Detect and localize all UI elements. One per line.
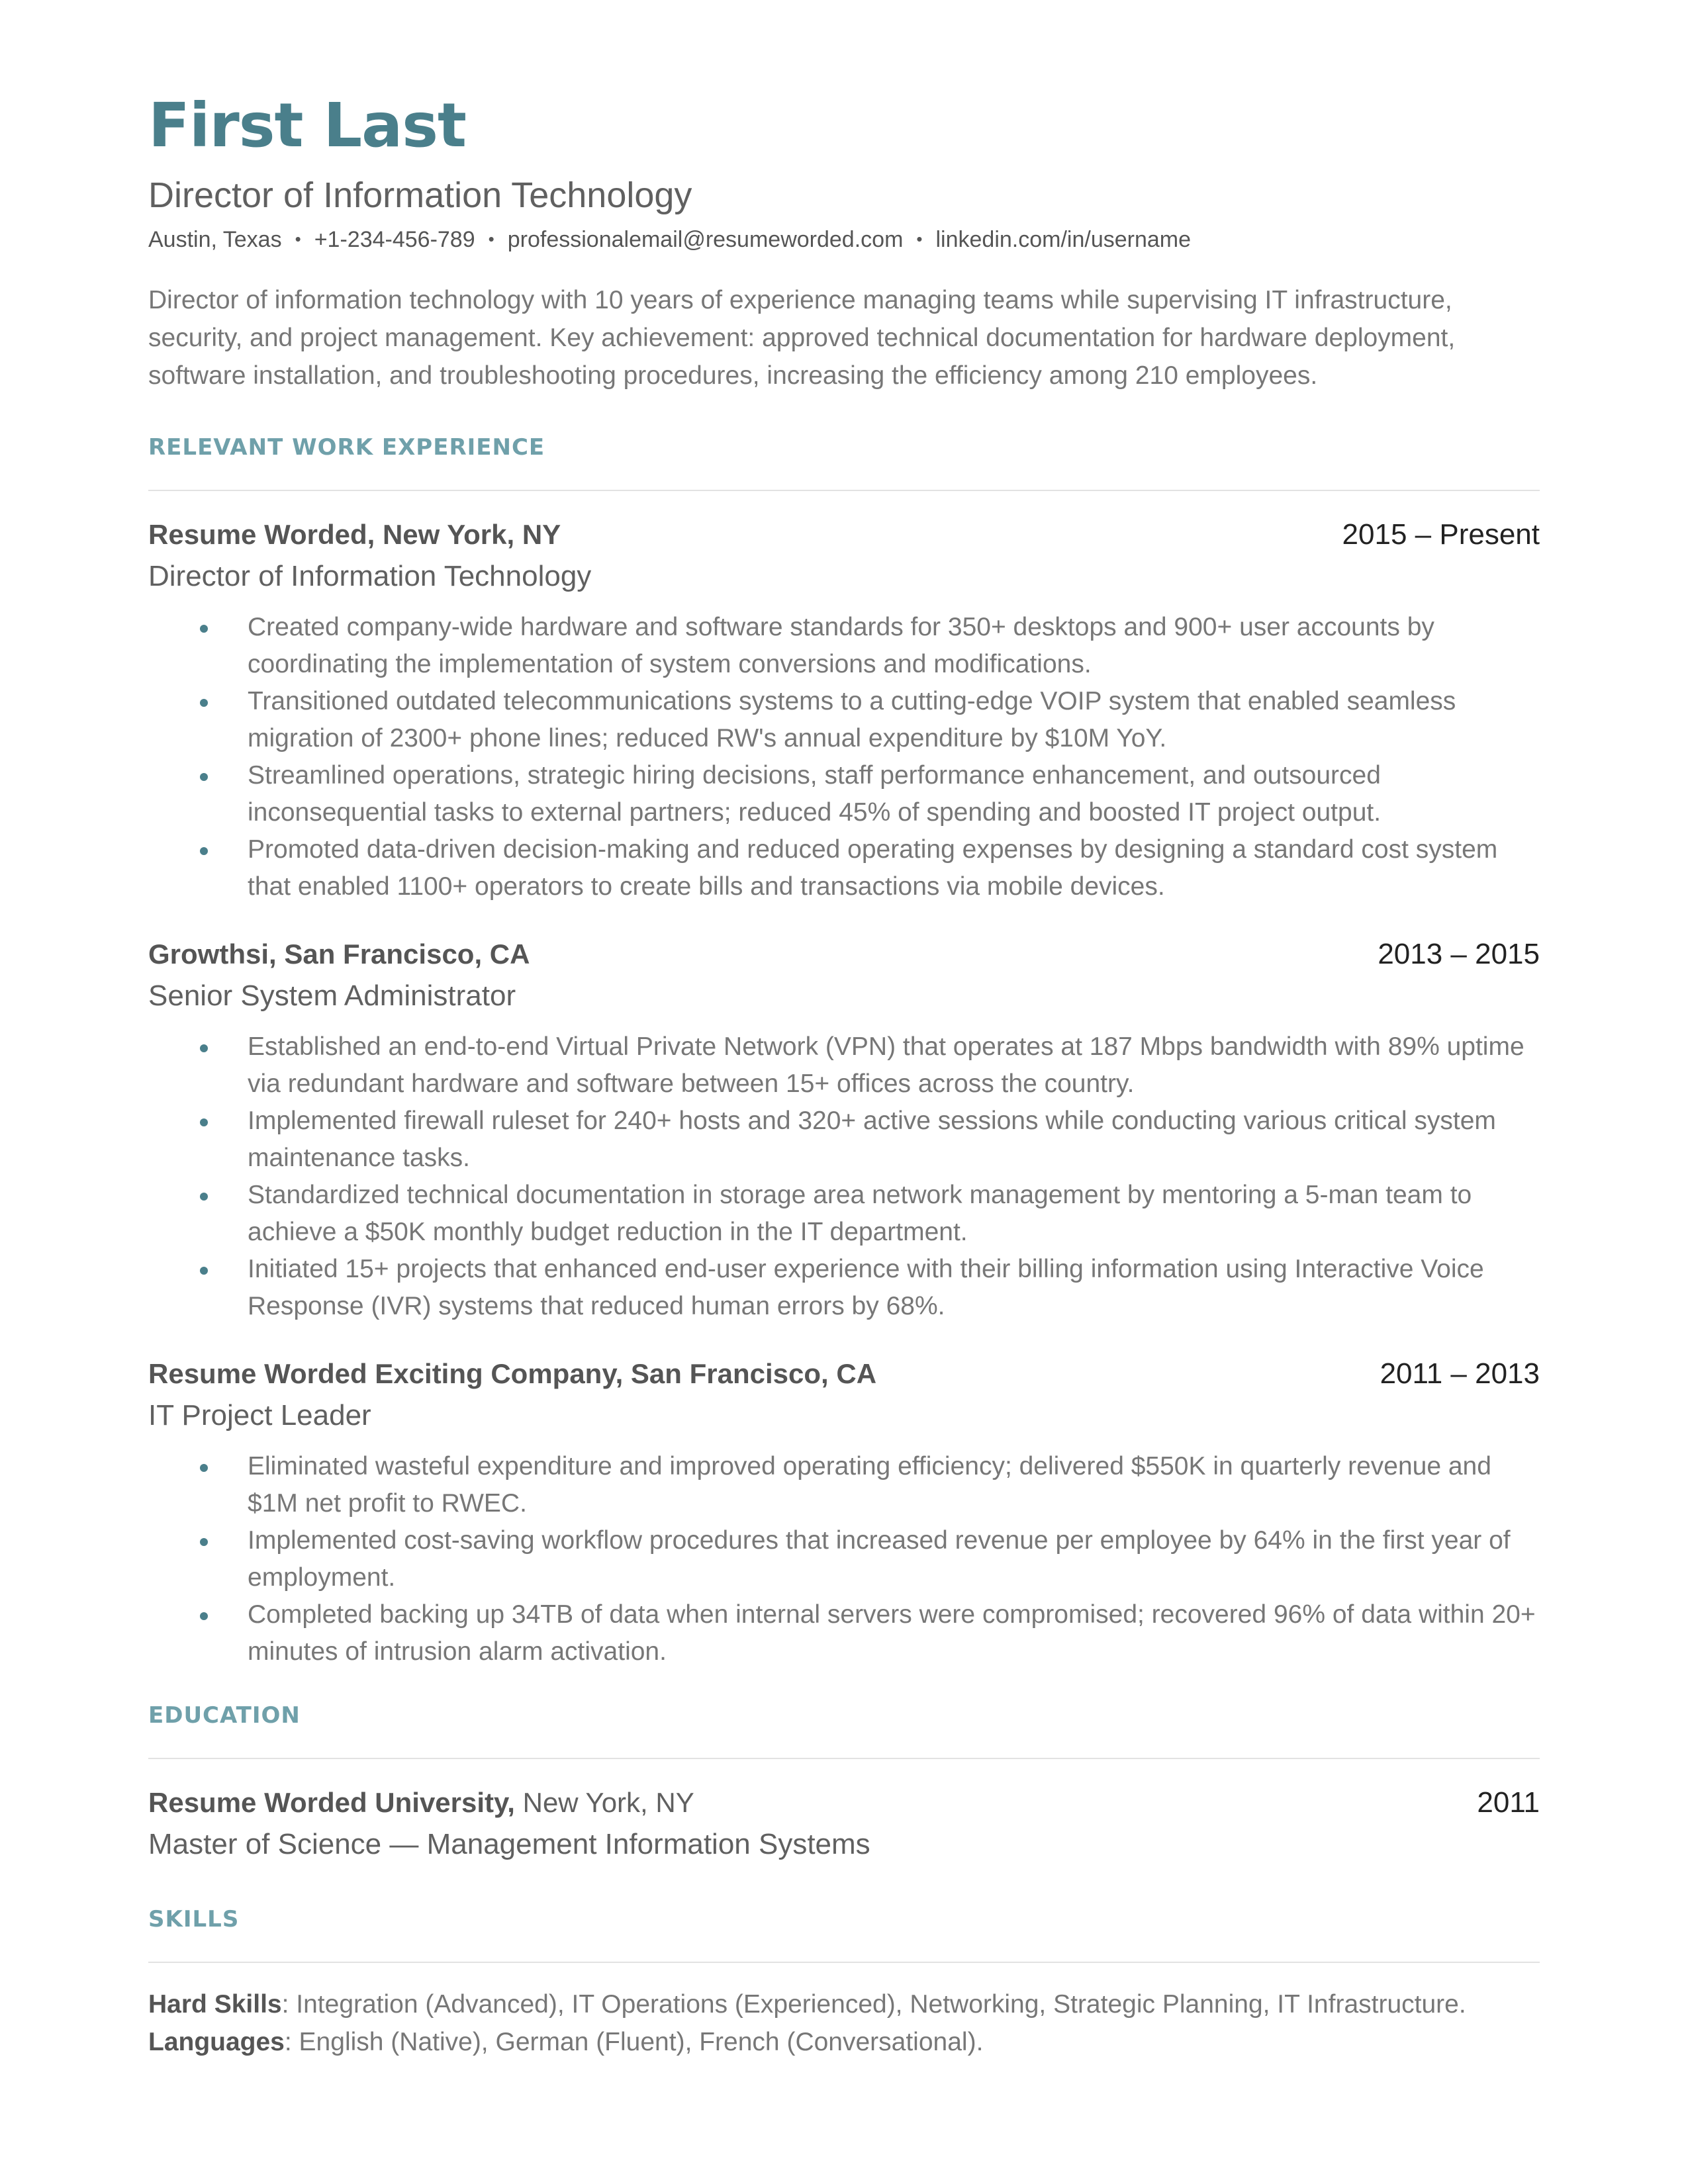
job-bullet [148, 1251, 1540, 1325]
job-bullets [148, 609, 1540, 905]
job-bullet-text: Established an end-to-end Virtual Private Network (VPN) that operates at 187 Mbps bandwidth with 89% uptime via redundant hardware and software between 15+ offices across the country. [248, 1032, 1524, 1098]
skills-languages-value: : English (Native), German (Fluent), French (Conversational). [284, 2028, 984, 2056]
job-header [148, 1353, 1540, 1395]
education-location: New York, NY [514, 1787, 694, 1818]
job-bullet-text: Initiated 15+ projects that enhanced end-user experience with their billing information using Interactive Voice Response (IVR) systems that reduced human errors by 68%. [248, 1255, 1484, 1320]
job-bullet-text: Promoted data-driven decision-making and reduced operating expenses by designing a standard cost system that enabled 1100+ operators to create bills and transactions via mobile devices. [248, 835, 1498, 901]
education-year: 2011 [1477, 1786, 1540, 1819]
bullet-icon [200, 1267, 208, 1275]
job-bullet-text: Streamlined operations, strategic hiring decisions, staff performance enhancement, and outsourced inconsequential tasks to external partners; reduced 45% of spending and boosted IT project output. [248, 761, 1382, 827]
job-bullet [148, 1596, 1540, 1670]
education-degree: Master of Science — Management Information Systems [148, 1828, 870, 1860]
job-bullet-text: Transitioned outdated telecommunications systems to a cutting-edge VOIP system that enabled seamless migration of 2300+ phone lines; reduced RW's annual expenditure by $10M YoY. [248, 687, 1456, 752]
education-entry [148, 1782, 1540, 1865]
bullet-icon [200, 1193, 208, 1201]
education-school-line [148, 1782, 694, 1824]
contact-phone: +1-234-456-789 [314, 227, 475, 252]
section-heading-skills: SKILLS [148, 1906, 240, 1933]
candidate-name: First Last [148, 90, 466, 161]
section-divider [148, 1962, 1540, 1963]
job-dates: 2011 – 2013 [1380, 1357, 1540, 1390]
section-divider [148, 1758, 1540, 1759]
professional-summary: Director of information technology with 10 years of experience managing teams while supervising IT infrastructure, security, and project management. Key achievement: approved technical documentation for hardware deployment, software installation, and troubleshooting procedures, increasing the efficiency among 210 employees. [148, 286, 1456, 390]
job-company: Resume Worded Exciting Company, San Francisco, CA [148, 1358, 877, 1389]
bullet-icon [200, 625, 208, 633]
contact-linkedin[interactable]: linkedin.com/in/username [935, 227, 1192, 252]
experience-section [148, 434, 1540, 1670]
education-school: Resume Worded University, [148, 1787, 515, 1818]
job-header [148, 933, 1540, 976]
skills-hard-label: Hard Skills [148, 1990, 282, 2019]
job-company: Resume Worded, New York, NY [148, 519, 561, 550]
job-role: IT Project Leader [148, 1399, 371, 1432]
section-heading-education: EDUCATION [148, 1702, 301, 1729]
job-dates: 2013 – 2015 [1378, 938, 1540, 970]
job-bullets [148, 1448, 1540, 1670]
job-bullet-text: Standardized technical documentation in storage area network management by mentoring a 5-man team to achieve a $50K monthly budget reduction in the IT department. [248, 1181, 1472, 1246]
bullet-icon [200, 773, 208, 781]
job-bullet-text: Created company-wide hardware and software standards for 350+ desktops and 900+ user accounts by coordinating the implementation of system conversions and modifications. [248, 613, 1434, 678]
job-bullets [148, 1028, 1540, 1325]
contact-email[interactable]: professionalemail@resumeworded.com [507, 227, 904, 252]
bullet-icon [200, 1118, 208, 1126]
job-company: Growthsi, San Francisco, CA [148, 938, 530, 970]
job-bullet [148, 1522, 1540, 1596]
job-bullet [148, 1177, 1540, 1251]
skills-hard [148, 1985, 1540, 2023]
job-bullet-text: Implemented cost-saving workflow procedures that increased revenue per employee by 64% in the first year of employment. [248, 1526, 1511, 1592]
bullet-icon [200, 1538, 208, 1546]
job-entry [148, 933, 1540, 1325]
contact-location: Austin, Texas [148, 227, 282, 252]
skills-languages [148, 2023, 1540, 2061]
job-bullet-text: Implemented firewall ruleset for 240+ hosts and 320+ active sessions while conducting various critical system maintenance tasks. [248, 1107, 1496, 1172]
job-bullet [148, 1448, 1540, 1522]
job-bullet [148, 831, 1540, 905]
job-bullet [148, 1028, 1540, 1103]
education-header [148, 1782, 1540, 1824]
job-role: Senior System Administrator [148, 979, 516, 1012]
contact-separator: • [488, 229, 494, 249]
job-bullet [148, 1103, 1540, 1177]
bullet-icon [200, 1612, 208, 1620]
job-bullet [148, 609, 1540, 683]
bullet-icon [200, 1044, 208, 1052]
skills-list [148, 1985, 1540, 2061]
skills-languages-label: Languages [148, 2028, 285, 2056]
section-divider [148, 490, 1540, 491]
job-dates: 2015 – Present [1342, 518, 1540, 551]
job-entry [148, 514, 1540, 905]
resume-page [148, 86, 1540, 2061]
contact-separator: • [916, 229, 923, 249]
job-entry [148, 1353, 1540, 1670]
bullet-icon [200, 1464, 208, 1472]
contact-separator: • [295, 229, 301, 249]
bullet-icon [200, 699, 208, 707]
candidate-title: Director of Information Technology [148, 175, 692, 215]
education-section [148, 1702, 1540, 1865]
bullet-icon [200, 847, 208, 855]
skills-hard-value: : Integration (Advanced), IT Operations (Experienced), Networking, Strategic Planning, IT Infrastructure. [281, 1990, 1466, 2019]
job-header [148, 514, 1540, 556]
job-role: Director of Information Technology [148, 560, 592, 592]
skills-section [148, 1906, 1540, 2061]
job-bullet [148, 757, 1540, 831]
contact-line [148, 224, 1540, 255]
job-bullet-text: Completed backing up 34TB of data when internal servers were compromised; recovered 96% of data within 20+ minutes of intrusion alarm activation. [248, 1600, 1536, 1666]
job-bullet [148, 683, 1540, 757]
section-heading-experience: RELEVANT WORK EXPERIENCE [148, 434, 545, 461]
job-bullet-text: Eliminated wasteful expenditure and improved operating efficiency; delivered $550K in quarterly revenue and $1M net profit to RWEC. [248, 1452, 1491, 1518]
